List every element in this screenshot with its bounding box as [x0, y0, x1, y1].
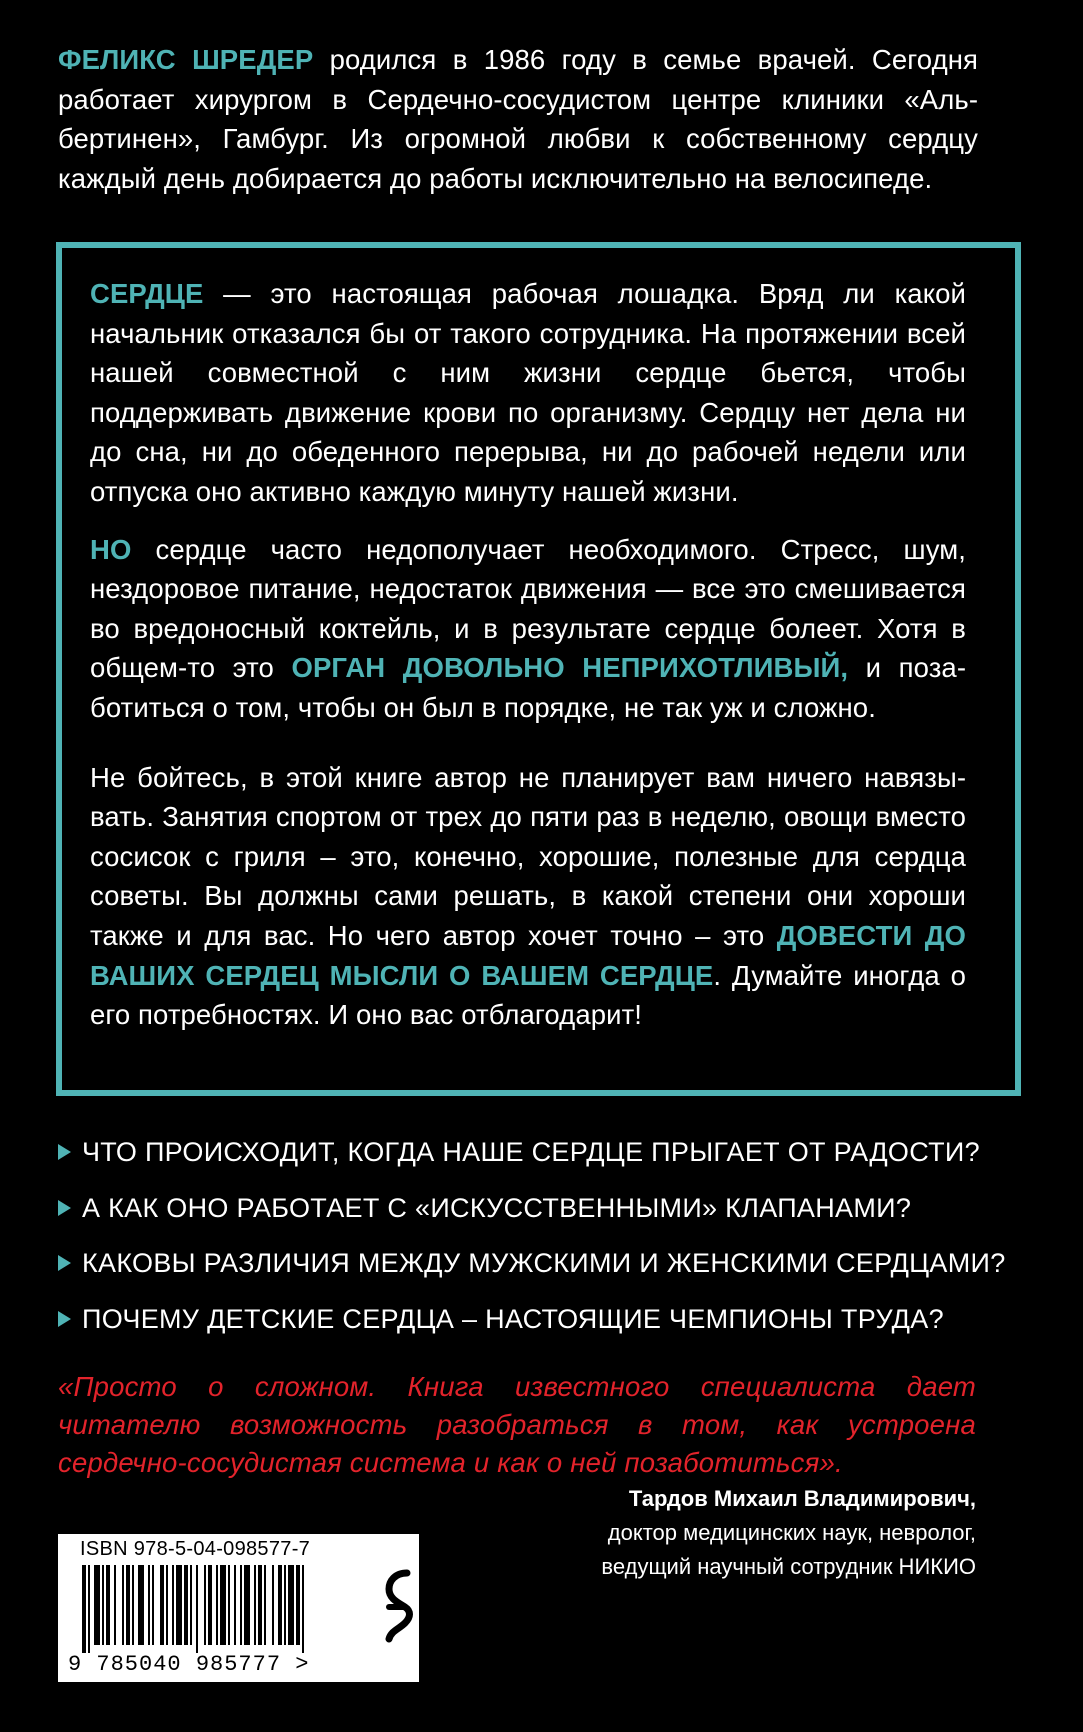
list-item — [58, 1301, 1018, 1357]
barcode-digits: 9 785040 985777 > — [68, 1652, 310, 1677]
question-text: ЧТО ПРОИСХОДИТ, КОГДА НАШЕ СЕРДЦЕ ПРЫГАЕТ ОТ РАДОСТИ? — [82, 1137, 980, 1167]
question-text: ПОЧЕМУ ДЕТСКИЕ СЕРДЦА – НАСТОЯЩИЕ ЧЕМПИОНЫ ТРУДА? — [82, 1303, 944, 1334]
barcode — [82, 1565, 368, 1653]
barcode-bar — [228, 1565, 230, 1645]
barcode-bar — [114, 1565, 116, 1645]
list-item — [58, 1190, 1018, 1246]
highlight-phrase: ОРГАН ДОВОЛЬНО НЕПРИХОТЛИВЫЙ, — [291, 652, 849, 684]
barcode-bar — [148, 1565, 150, 1645]
barcode-bar — [106, 1565, 110, 1645]
author-position: ведущий научный сотрудник НИКИО — [601, 1554, 976, 1579]
barcode-bar — [278, 1565, 282, 1645]
barcode-bar — [254, 1565, 256, 1645]
triangle-bullet-icon — [58, 1200, 71, 1216]
barcode-bar — [244, 1565, 250, 1645]
barcode-bar — [82, 1565, 86, 1653]
question-text: КАКОВЫ РАЗЛИЧИЯ МЕЖДУ МУЖСКИМИ И ЖЕНСКИМИ СЕРДЦАМИ? — [82, 1248, 1006, 1278]
box-paragraph-3 — [90, 758, 966, 1035]
list-item — [58, 1245, 1018, 1301]
barcode-bar — [208, 1565, 212, 1645]
barcode-bar — [88, 1565, 90, 1653]
list-item — [58, 1134, 1018, 1190]
question-list — [58, 1134, 1018, 1356]
box-paragraph-2 — [90, 530, 966, 728]
author-title: доктор медицинских наук, невролог, — [607, 1520, 976, 1545]
barcode-bar — [288, 1565, 294, 1645]
barcode-bar — [122, 1565, 124, 1645]
box-paragraph-1 — [90, 274, 966, 512]
barcode-bar — [184, 1565, 188, 1645]
triangle-bullet-icon — [58, 1144, 71, 1160]
barcode-bar — [264, 1565, 266, 1645]
barcode-bar — [258, 1565, 262, 1645]
author-name: ФЕЛИКС ШРЕДЕР — [58, 44, 314, 75]
paragraph-text: сердце часто недополучает необходимого. Стресс, шум, нездоровое питание, недостаток движения — все это смешивается во вредоносный коктейль, и в результате сердце болеет. Хотя в общем-то это — [90, 533, 966, 684]
barcode-bar — [240, 1565, 242, 1645]
barcode-bar — [220, 1565, 226, 1645]
barcode-panel — [58, 1534, 419, 1682]
barcode-bar — [190, 1565, 192, 1645]
barcode-bar — [216, 1565, 218, 1645]
barcode-bar — [302, 1565, 304, 1653]
barcode-bar — [152, 1565, 154, 1645]
bio-text: родился в 1986 году в семье врачей. Сегодня работает хирургом в Сердечно-сосудистом центре клиники «Альбертинен», Гамбург. Из огромной любви к собственному сердцу каждый день добирается до работы исключительно на велосипеде. — [58, 44, 978, 194]
author-name: Тардов Михаил Владимирович, — [628, 1486, 976, 1511]
author-bio — [58, 40, 978, 198]
paragraph-text: — это настоящая рабочая лошадка. Вряд ли какой начальник отказался бы от такого сотрудника. На протяжении всей нашей совместной с ним жизни сердце бьется, чтобы поддерживать движение крови по организму. Сердцу нет дела ни до сна, ни до обеденного перерыва, ни до рабочей недели или отпуска оно активно каждую минуту нашей жизни. — [90, 278, 966, 507]
barcode-bar — [176, 1565, 182, 1645]
barcode-bar — [296, 1565, 300, 1645]
isbn-text: ISBN 978-5-04-098577-7 — [80, 1538, 311, 1560]
paragraph-text: Не бойтесь, в этой книге автор не планирует вам ничего навязывать. Занятия спортом от трех до пяти раз в неделю, овощи вместо сосисок с гриля – это, конечно, хорошие, полезные для сердца советы. Вы должны сами решать, в какой степени они хороши также и для вас. Но чего автор хочет точно – это — [90, 761, 966, 951]
highlight-phrase: ДОВЕСТИ ДО ВАШИХ СЕРДЕЦ МЫСЛИ О ВАШЕМ СЕРДЦЕ — [90, 919, 966, 991]
barcode-bar — [234, 1565, 236, 1645]
barcode-bar — [166, 1565, 168, 1645]
barcode-bar — [138, 1565, 144, 1645]
lead-word: СЕРДЦЕ — [90, 278, 204, 309]
review-quote: «Просто о сложном. Книга известного специалиста дает читателю возможность разобраться в том, как устроена сердечно-сосудистая система и как о ней позаботиться». — [58, 1371, 976, 1478]
barcode-bar — [204, 1565, 206, 1645]
barcode-bar — [272, 1565, 274, 1645]
barcode-bar — [94, 1565, 100, 1645]
barcode-bar — [102, 1565, 104, 1645]
eksmo-logo-icon — [385, 1567, 413, 1649]
quote-author — [601, 1482, 976, 1584]
barcode-bar — [196, 1565, 198, 1653]
barcode-bar — [126, 1565, 130, 1645]
paragraph-text: и позаботиться о том, чтобы он был в порядке, не так уж и сложно. — [90, 652, 966, 723]
paragraph-text: . Думайте иногда о его потребностях. И оно вас отблагодарит! — [90, 959, 966, 1031]
barcode-bar — [284, 1565, 286, 1645]
question-text: А КАК ОНО РАБОТАЕТ С «ИСКУССТВЕННЫМИ» КЛАПАНАМИ? — [82, 1192, 912, 1223]
barcode-bar — [172, 1565, 174, 1645]
triangle-bullet-icon — [58, 1255, 71, 1271]
barcode-bar — [160, 1565, 164, 1645]
barcode-bar — [132, 1565, 134, 1645]
highlight-box — [56, 242, 1021, 1096]
lead-word: НО — [90, 533, 132, 565]
triangle-bullet-icon — [58, 1311, 71, 1327]
